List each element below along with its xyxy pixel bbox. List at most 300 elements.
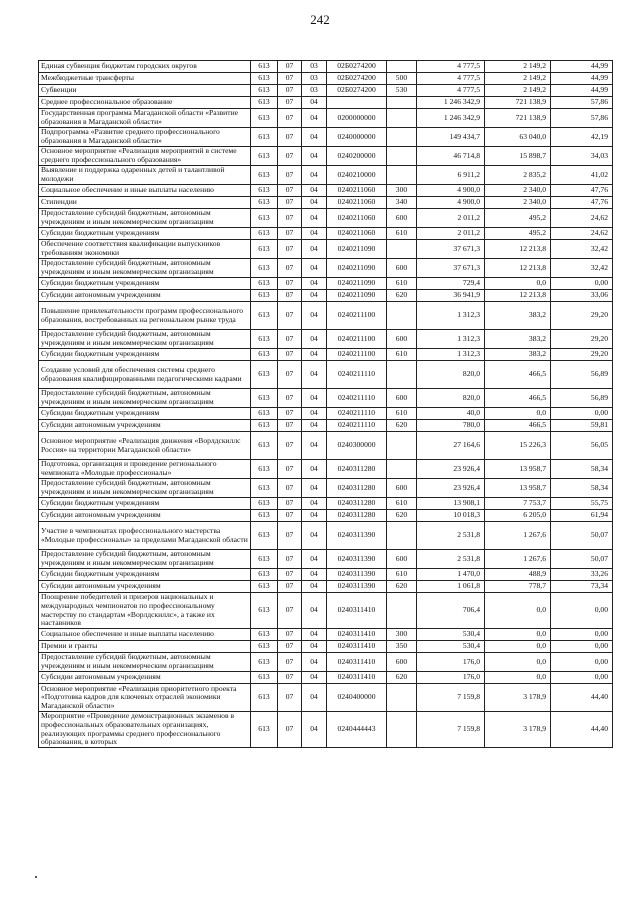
row-rz: 07	[278, 408, 302, 420]
budget-table-body	[39, 61, 613, 748]
row-ved: 613	[251, 498, 278, 510]
row-pr: 04	[302, 593, 327, 629]
row-rz: 07	[278, 197, 302, 209]
row-vr	[387, 147, 417, 166]
row-plan: 729,4	[417, 278, 485, 290]
row-rz: 07	[278, 349, 302, 361]
row-ved: 613	[251, 185, 278, 197]
row-plan: 46 714,8	[417, 147, 485, 166]
row-rz: 07	[278, 290, 302, 302]
row-rz: 07	[278, 330, 302, 349]
row-rz: 07	[278, 185, 302, 197]
row-percent: 56,05	[551, 432, 613, 460]
row-vr: 610	[387, 569, 417, 581]
row-pr: 04	[302, 389, 327, 408]
row-vr: 500	[387, 73, 417, 85]
row-name: Предоставление субсидий бюджетным, автономным учреждениям и иным некоммерческим организациям	[39, 389, 251, 408]
row-fact: 2 340,0	[485, 185, 551, 197]
row-percent: 44,99	[551, 85, 613, 97]
table-row	[39, 641, 613, 653]
row-plan: 7 159,8	[417, 684, 485, 712]
row-plan: 149 434,7	[417, 128, 485, 147]
row-plan: 530,4	[417, 629, 485, 641]
row-pr: 04	[302, 641, 327, 653]
row-ved: 613	[251, 408, 278, 420]
row-pr: 04	[302, 498, 327, 510]
row-rz: 07	[278, 712, 302, 748]
table-row	[39, 228, 613, 240]
row-rz: 07	[278, 498, 302, 510]
row-percent: 0,00	[551, 672, 613, 684]
row-ved: 613	[251, 259, 278, 278]
row-name: Стипендии	[39, 197, 251, 209]
table-row	[39, 569, 613, 581]
row-plan: 1 470,0	[417, 569, 485, 581]
row-pr: 04	[302, 460, 327, 479]
row-vr: 620	[387, 672, 417, 684]
row-vr: 300	[387, 629, 417, 641]
row-percent: 55,75	[551, 498, 613, 510]
row-csr: 0240211090	[327, 240, 387, 259]
row-percent: 61,94	[551, 510, 613, 522]
row-name: Субсидии бюджетным учреждениям	[39, 569, 251, 581]
row-plan: 37 671,3	[417, 259, 485, 278]
row-rz: 07	[278, 73, 302, 85]
row-fact: 3 178,9	[485, 712, 551, 748]
row-vr	[387, 432, 417, 460]
row-pr: 04	[302, 479, 327, 498]
row-percent: 44,99	[551, 61, 613, 73]
row-pr: 04	[302, 432, 327, 460]
row-pr: 04	[302, 166, 327, 185]
row-csr: 0240211110	[327, 361, 387, 389]
table-row	[39, 166, 613, 185]
row-fact: 721 138,9	[485, 109, 551, 128]
row-name: Участие в чемпионатах профессионального мастерства «Молодые профессионалы» за пределами Магаданской области	[39, 522, 251, 550]
row-pr: 04	[302, 330, 327, 349]
row-csr: 0240000000	[327, 128, 387, 147]
row-pr: 04	[302, 420, 327, 432]
row-ved: 613	[251, 209, 278, 228]
row-name: Основное мероприятие «Реализация мероприятий в системе среднего профессионального образования»	[39, 147, 251, 166]
table-row	[39, 209, 613, 228]
row-plan: 2 531,8	[417, 522, 485, 550]
row-vr	[387, 128, 417, 147]
row-fact: 778,7	[485, 581, 551, 593]
row-fact: 1 267,6	[485, 522, 551, 550]
row-pr: 04	[302, 147, 327, 166]
row-name: Выявление и поддержка одаренных детей и талантливой молодежи	[39, 166, 251, 185]
row-vr	[387, 240, 417, 259]
row-name: Единая субвенция бюджетам городских округов	[39, 61, 251, 73]
row-fact: 12 213,8	[485, 290, 551, 302]
row-vr	[387, 109, 417, 128]
table-row	[39, 712, 613, 748]
row-fact: 383,2	[485, 302, 551, 330]
row-vr	[387, 522, 417, 550]
row-plan: 4 777,5	[417, 73, 485, 85]
row-csr: 0240211090	[327, 290, 387, 302]
row-csr: 0240311410	[327, 629, 387, 641]
row-percent: 24,62	[551, 209, 613, 228]
row-pr: 04	[302, 290, 327, 302]
row-ved: 613	[251, 128, 278, 147]
row-percent: 50,07	[551, 550, 613, 569]
row-rz: 07	[278, 420, 302, 432]
row-plan: 4 900,0	[417, 197, 485, 209]
table-row	[39, 147, 613, 166]
row-plan: 2 531,8	[417, 550, 485, 569]
row-vr: 600	[387, 209, 417, 228]
row-csr: 0240211110	[327, 389, 387, 408]
table-row	[39, 349, 613, 361]
row-rz: 07	[278, 109, 302, 128]
table-row	[39, 128, 613, 147]
row-pr: 04	[302, 569, 327, 581]
row-plan: 27 164,6	[417, 432, 485, 460]
table-row	[39, 85, 613, 97]
row-percent: 0,00	[551, 408, 613, 420]
row-rz: 07	[278, 61, 302, 73]
row-fact: 6 205,0	[485, 510, 551, 522]
row-ved: 613	[251, 593, 278, 629]
row-plan: 36 941,9	[417, 290, 485, 302]
row-rz: 07	[278, 389, 302, 408]
row-csr: 0240311390	[327, 569, 387, 581]
row-pr: 04	[302, 278, 327, 290]
row-rz: 07	[278, 641, 302, 653]
row-fact: 7 753,7	[485, 498, 551, 510]
row-ved: 613	[251, 420, 278, 432]
row-vr: 620	[387, 581, 417, 593]
row-fact: 0,0	[485, 408, 551, 420]
row-pr: 04	[302, 185, 327, 197]
row-pr: 04	[302, 349, 327, 361]
row-csr: 0240211090	[327, 259, 387, 278]
row-plan: 1 312,3	[417, 349, 485, 361]
row-percent: 58,34	[551, 479, 613, 498]
row-csr: 0240311390	[327, 550, 387, 569]
row-fact: 721 138,9	[485, 97, 551, 109]
scan-mark	[35, 876, 37, 878]
row-ved: 613	[251, 97, 278, 109]
table-row	[39, 73, 613, 85]
row-percent: 29,20	[551, 302, 613, 330]
row-fact: 0,0	[485, 593, 551, 629]
table-row	[39, 197, 613, 209]
row-name: Социальное обеспечение и иные выплаты населению	[39, 629, 251, 641]
row-plan: 176,0	[417, 653, 485, 672]
row-plan: 176,0	[417, 672, 485, 684]
row-plan: 23 926,4	[417, 479, 485, 498]
row-plan: 1 246 342,9	[417, 97, 485, 109]
row-csr: 0240311410	[327, 672, 387, 684]
row-fact: 383,2	[485, 349, 551, 361]
row-fact: 0,0	[485, 641, 551, 653]
row-ved: 613	[251, 166, 278, 185]
row-fact: 466,5	[485, 361, 551, 389]
row-pr: 04	[302, 361, 327, 389]
row-vr: 300	[387, 185, 417, 197]
row-plan: 7 159,8	[417, 712, 485, 748]
row-pr: 04	[302, 408, 327, 420]
row-csr: 0240311410	[327, 593, 387, 629]
row-name: Межбюджетные трансферты	[39, 73, 251, 85]
row-vr	[387, 593, 417, 629]
row-percent: 29,20	[551, 349, 613, 361]
row-pr: 04	[302, 259, 327, 278]
row-percent: 42,19	[551, 128, 613, 147]
row-fact: 2 340,0	[485, 197, 551, 209]
row-vr	[387, 460, 417, 479]
row-vr: 600	[387, 330, 417, 349]
table-row	[39, 97, 613, 109]
row-vr	[387, 97, 417, 109]
row-percent: 56,89	[551, 389, 613, 408]
row-name: Премии и гранты	[39, 641, 251, 653]
row-percent: 34,03	[551, 147, 613, 166]
row-ved: 613	[251, 349, 278, 361]
row-fact: 2 149,2	[485, 85, 551, 97]
page-number: 242	[310, 12, 330, 27]
row-plan: 37 671,3	[417, 240, 485, 259]
row-ved: 613	[251, 109, 278, 128]
row-fact: 1 267,6	[485, 550, 551, 569]
row-vr: 600	[387, 653, 417, 672]
row-plan: 23 926,4	[417, 460, 485, 479]
row-rz: 07	[278, 672, 302, 684]
row-csr: 0240311410	[327, 653, 387, 672]
table-row	[39, 389, 613, 408]
row-csr: 0240210000	[327, 166, 387, 185]
row-plan: 6 911,2	[417, 166, 485, 185]
row-name: Предоставление субсидий бюджетным, автономным учреждениям и иным некоммерческим организациям	[39, 259, 251, 278]
row-ved: 613	[251, 147, 278, 166]
row-pr: 04	[302, 97, 327, 109]
row-rz: 07	[278, 240, 302, 259]
row-ved: 613	[251, 330, 278, 349]
row-rz: 07	[278, 510, 302, 522]
row-csr: 02Б0274200	[327, 61, 387, 73]
row-name: Среднее профессиональное образование	[39, 97, 251, 109]
row-rz: 07	[278, 569, 302, 581]
row-csr: 0240211100	[327, 349, 387, 361]
row-vr: 350	[387, 641, 417, 653]
row-fact: 0,0	[485, 672, 551, 684]
row-pr: 04	[302, 653, 327, 672]
row-percent: 0,00	[551, 278, 613, 290]
row-ved: 613	[251, 653, 278, 672]
row-ved: 613	[251, 228, 278, 240]
row-name: Субсидии бюджетным учреждениям	[39, 498, 251, 510]
row-ved: 613	[251, 684, 278, 712]
row-csr: 0240211100	[327, 330, 387, 349]
row-percent: 57,86	[551, 109, 613, 128]
row-csr: 0240444443	[327, 712, 387, 748]
row-name: Субсидии бюджетным учреждениям	[39, 228, 251, 240]
row-name: Социальное обеспечение и иные выплаты населению	[39, 185, 251, 197]
row-vr	[387, 166, 417, 185]
table-row	[39, 185, 613, 197]
row-plan: 1 246 342,9	[417, 109, 485, 128]
row-csr: 0240311410	[327, 641, 387, 653]
table-row	[39, 361, 613, 389]
row-percent: 56,89	[551, 361, 613, 389]
row-ved: 613	[251, 569, 278, 581]
row-rz: 07	[278, 684, 302, 712]
row-csr: 0240400000	[327, 684, 387, 712]
row-rz: 07	[278, 85, 302, 97]
row-percent: 47,76	[551, 185, 613, 197]
row-name: Предоставление субсидий бюджетным, автономным учреждениям и иным некоммерческим организациям	[39, 330, 251, 349]
row-fact: 0,0	[485, 278, 551, 290]
row-fact: 13 958,7	[485, 479, 551, 498]
row-csr: 0240211060	[327, 209, 387, 228]
row-ved: 613	[251, 510, 278, 522]
table-row	[39, 479, 613, 498]
row-vr: 600	[387, 550, 417, 569]
row-name: Субсидии автономным учреждениям	[39, 672, 251, 684]
row-fact: 15 226,3	[485, 432, 551, 460]
row-pr: 04	[302, 228, 327, 240]
row-csr: 0240311280	[327, 479, 387, 498]
row-vr: 600	[387, 479, 417, 498]
row-pr: 04	[302, 109, 327, 128]
row-name: Поощрение победителей и призеров национальных и международных чемпионатов по профессиональному мастерству по стандартам «Ворлдскиллс», а также их наставников	[39, 593, 251, 629]
row-percent: 32,42	[551, 240, 613, 259]
row-vr	[387, 684, 417, 712]
row-rz: 07	[278, 302, 302, 330]
row-fact: 13 958,7	[485, 460, 551, 479]
table-row	[39, 510, 613, 522]
row-plan: 820,0	[417, 361, 485, 389]
row-percent: 24,62	[551, 228, 613, 240]
table-row	[39, 672, 613, 684]
row-plan: 780,0	[417, 420, 485, 432]
row-csr: 0240211090	[327, 278, 387, 290]
row-ved: 613	[251, 432, 278, 460]
row-rz: 07	[278, 128, 302, 147]
row-pr: 04	[302, 672, 327, 684]
row-ved: 613	[251, 197, 278, 209]
table-row	[39, 581, 613, 593]
row-plan: 4 900,0	[417, 185, 485, 197]
row-rz: 07	[278, 581, 302, 593]
row-name: Субсидии автономным учреждениям	[39, 581, 251, 593]
row-name: Подготовка, организация и проведение регионального чемпионата «Молодые профессионалы»	[39, 460, 251, 479]
row-ved: 613	[251, 85, 278, 97]
row-ved: 613	[251, 278, 278, 290]
row-ved: 613	[251, 672, 278, 684]
table-row	[39, 420, 613, 432]
row-percent: 50,07	[551, 522, 613, 550]
row-csr: 0240211110	[327, 408, 387, 420]
row-ved: 613	[251, 522, 278, 550]
row-ved: 613	[251, 73, 278, 85]
table-row	[39, 302, 613, 330]
row-fact: 383,2	[485, 330, 551, 349]
row-vr	[387, 302, 417, 330]
row-vr: 610	[387, 228, 417, 240]
row-ved: 613	[251, 389, 278, 408]
row-fact: 2 835,2	[485, 166, 551, 185]
row-csr: 0240311280	[327, 510, 387, 522]
row-name: Подпрограмма «Развитие среднего профессионального образования в Магаданской области»	[39, 128, 251, 147]
row-pr: 04	[302, 302, 327, 330]
row-vr	[387, 712, 417, 748]
row-percent: 57,86	[551, 97, 613, 109]
row-fact: 466,5	[485, 420, 551, 432]
row-percent: 44,99	[551, 73, 613, 85]
row-name: Предоставление субсидий бюджетным, автономным учреждениям и иным некоммерческим организациям	[39, 653, 251, 672]
row-name: Государственная программа Магаданской области «Развитие образования в Магаданской области»	[39, 109, 251, 128]
row-csr	[327, 97, 387, 109]
row-percent: 44,40	[551, 712, 613, 748]
row-name: Субсидии бюджетным учреждениям	[39, 408, 251, 420]
row-rz: 07	[278, 479, 302, 498]
row-plan: 2 011,2	[417, 209, 485, 228]
row-csr: 0240211060	[327, 185, 387, 197]
row-fact: 0,0	[485, 629, 551, 641]
row-pr: 04	[302, 581, 327, 593]
row-name: Субсидии автономным учреждениям	[39, 290, 251, 302]
table-row	[39, 629, 613, 641]
row-vr: 610	[387, 278, 417, 290]
row-csr: 0240200000	[327, 147, 387, 166]
row-ved: 613	[251, 712, 278, 748]
row-rz: 07	[278, 259, 302, 278]
table-row	[39, 460, 613, 479]
row-rz: 07	[278, 361, 302, 389]
row-percent: 59,81	[551, 420, 613, 432]
row-rz: 07	[278, 653, 302, 672]
row-vr: 610	[387, 408, 417, 420]
row-rz: 07	[278, 593, 302, 629]
row-rz: 07	[278, 460, 302, 479]
row-plan: 2 011,2	[417, 228, 485, 240]
row-percent: 0,00	[551, 653, 613, 672]
row-pr: 04	[302, 629, 327, 641]
row-fact: 0,0	[485, 653, 551, 672]
table-row	[39, 290, 613, 302]
row-fact: 495,2	[485, 228, 551, 240]
row-rz: 07	[278, 228, 302, 240]
row-plan: 4 777,5	[417, 85, 485, 97]
table-row	[39, 522, 613, 550]
row-fact: 12 213,8	[485, 259, 551, 278]
row-name: Субсидии бюджетным учреждениям	[39, 278, 251, 290]
row-csr: 02Б0274200	[327, 73, 387, 85]
table-row	[39, 432, 613, 460]
row-percent: 58,34	[551, 460, 613, 479]
row-plan: 1 312,3	[417, 330, 485, 349]
row-name: Предоставление субсидий бюджетным, автономным учреждениям и иным некоммерческим организациям	[39, 550, 251, 569]
row-ved: 613	[251, 361, 278, 389]
row-vr	[387, 361, 417, 389]
row-fact: 488,9	[485, 569, 551, 581]
row-vr: 600	[387, 259, 417, 278]
row-ved: 613	[251, 581, 278, 593]
row-plan: 530,4	[417, 641, 485, 653]
row-name: Субсидии бюджетным учреждениям	[39, 349, 251, 361]
row-plan: 1 061,8	[417, 581, 485, 593]
row-rz: 07	[278, 550, 302, 569]
row-name: Обеспечение соответствия квалификации выпускников требованиям экономики	[39, 240, 251, 259]
row-fact: 12 213,8	[485, 240, 551, 259]
row-ved: 613	[251, 240, 278, 259]
row-ved: 613	[251, 550, 278, 569]
table-row	[39, 653, 613, 672]
